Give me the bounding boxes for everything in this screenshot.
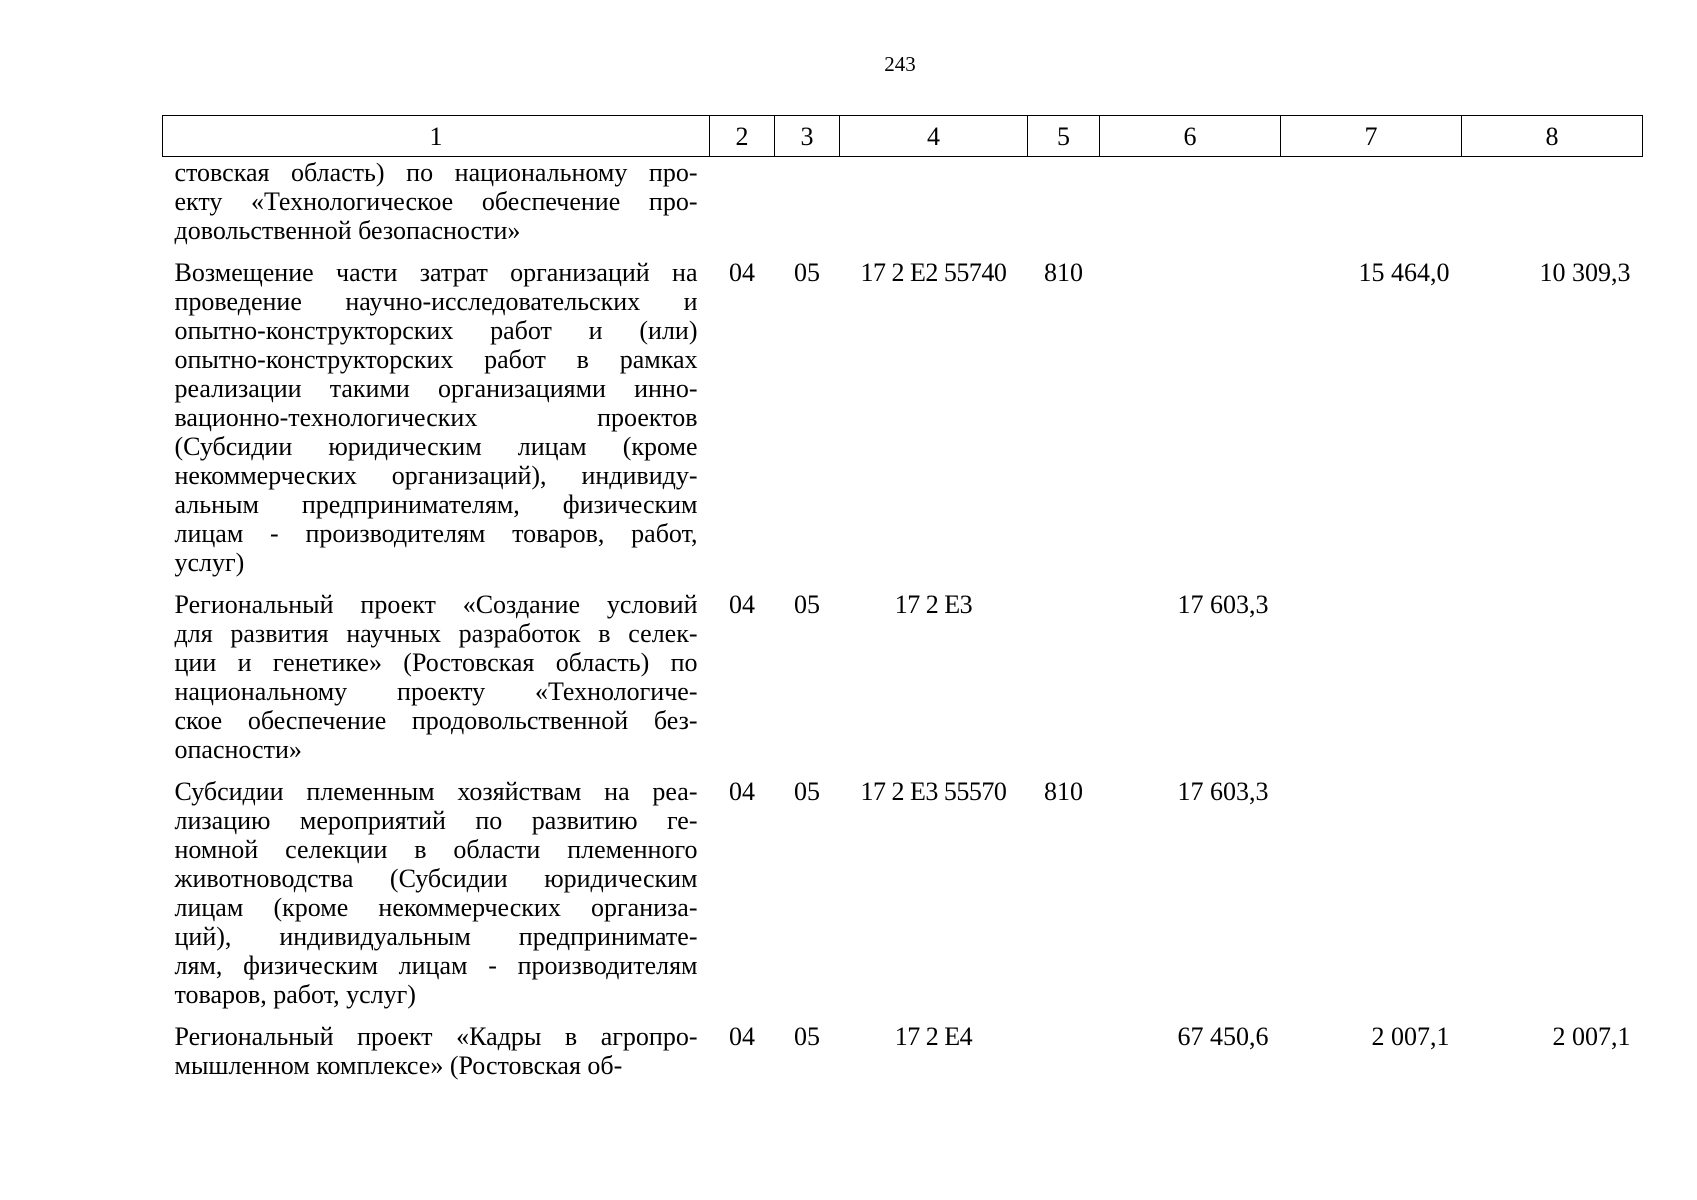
page-number: 243 [884, 52, 916, 76]
row-value-col8 [1462, 764, 1643, 1009]
row-section-code: 04 [729, 1022, 755, 1051]
row-value-col7 [1281, 577, 1462, 764]
row-value-col6 [1100, 157, 1281, 246]
row-subsection-code [775, 157, 840, 246]
row-name-line: довольственной безопасности» [174, 216, 521, 245]
row-name [163, 157, 710, 246]
row-value-col8: 10 309,3 [1539, 258, 1631, 287]
row-name-line: ций), индивидуальным предпринимате- [174, 922, 698, 951]
row-name-line: для развития научных разработок в селек- [174, 619, 698, 648]
col-header-1: 1 [163, 116, 710, 157]
row-name-line: Субсидии племенным хозяйствам на реа- [174, 777, 698, 806]
row-value-col7: 15 464,0 [1358, 258, 1450, 287]
row-name-line: стовская область) по национальному про- [174, 158, 698, 187]
row-name-line: реализации такими организациями инно- [174, 374, 698, 403]
row-name-line: Региональный проект «Кадры в агропро- [174, 1022, 698, 1051]
col-header-3: 3 [775, 116, 840, 157]
row-name [163, 1009, 710, 1080]
row-name-line: лицам (кроме некоммерческих организа- [174, 893, 698, 922]
col-header-8: 8 [1462, 116, 1643, 157]
row-expense-type: 810 [1044, 258, 1083, 287]
row-name-line: номной селекции в области племенного [174, 835, 698, 864]
row-name-line: опытно-конструкторских работ и (или) [174, 316, 698, 345]
row-section-code: 04 [729, 258, 755, 287]
row-name-line: животноводства (Субсидии юридическим [174, 864, 698, 893]
row-name-line: екту «Технологическое обеспечение про- [174, 187, 698, 216]
budget-table [162, 115, 1643, 1080]
row-subsection-code: 05 [794, 1022, 820, 1051]
row-name-line: мышленном комплексе» (Ростовская об- [174, 1051, 623, 1080]
row-name-line: Возмещение части затрат организаций на [174, 258, 698, 287]
row-expense-type [1028, 577, 1100, 764]
row-expense-type [1028, 1009, 1100, 1080]
row-name-line: лям, физическим лицам - производителям [174, 951, 698, 980]
row-value-col7 [1281, 764, 1462, 1009]
row-name-line: ское обеспечение продовольственной без- [174, 706, 698, 735]
row-target-article: 17 2 E3 [894, 590, 973, 619]
header-row [163, 116, 1643, 157]
row-target-article: 17 2 E2 55740 [860, 258, 1007, 287]
row-value-col8 [1462, 157, 1643, 246]
table-row [163, 577, 1643, 764]
row-name-line: опасности» [174, 735, 302, 764]
row-section-code: 04 [729, 590, 755, 619]
row-name-line: проведение научно-исследовательских и [174, 287, 698, 316]
row-name-line: некоммерческих организаций), индивиду- [174, 461, 698, 490]
row-value-col6: 17 603,3 [1177, 590, 1269, 619]
row-name-line: (Субсидии юридическим лицам (кроме [174, 432, 698, 461]
row-name-line: лицам - производителям товаров, работ, [174, 519, 698, 548]
row-value-col8 [1462, 577, 1643, 764]
row-name-line: товаров, работ, услуг) [174, 980, 416, 1009]
row-value-col7: 2 007,1 [1371, 1022, 1450, 1051]
col-header-4: 4 [840, 116, 1028, 157]
row-subsection-code: 05 [794, 258, 820, 287]
row-name-line: Региональный проект «Создание условий [174, 590, 698, 619]
row-target-article: 17 2 E3 55570 [860, 777, 1007, 806]
row-name-line: лизацию мероприятий по развитию ге- [174, 806, 698, 835]
row-section-code [710, 157, 775, 246]
row-name-line: альным предпринимателям, физическим [174, 490, 698, 519]
row-value-col6 [1100, 245, 1281, 577]
row-name-line: услуг) [174, 548, 245, 577]
row-name [163, 764, 710, 1009]
row-subsection-code: 05 [794, 777, 820, 806]
col-header-7: 7 [1281, 116, 1462, 157]
row-expense-type: 810 [1044, 777, 1083, 806]
row-name-line: ции и генетике» (Ростовская область) по [174, 648, 698, 677]
row-name-line: национальному проекту «Технологиче- [174, 677, 698, 706]
row-section-code: 04 [729, 777, 755, 806]
row-name-line: опытно-конструкторских работ в рамках [174, 345, 698, 374]
row-name [163, 577, 710, 764]
row-value-col6: 67 450,6 [1177, 1022, 1269, 1051]
row-value-col6: 17 603,3 [1177, 777, 1269, 806]
row-name [163, 245, 710, 577]
table-row [163, 1009, 1643, 1080]
row-value-col8: 2 007,1 [1552, 1022, 1631, 1051]
row-subsection-code: 05 [794, 590, 820, 619]
row-target-article: 17 2 E4 [894, 1022, 973, 1051]
col-header-6: 6 [1100, 116, 1281, 157]
row-value-col7 [1281, 157, 1462, 246]
row-target-article [840, 157, 1028, 246]
table-row [163, 245, 1643, 577]
col-header-2: 2 [710, 116, 775, 157]
row-expense-type [1028, 157, 1100, 246]
col-header-5: 5 [1028, 116, 1100, 157]
table-row [163, 764, 1643, 1009]
row-name-line: вационно-технологических проектов [174, 403, 698, 432]
table-row [163, 157, 1643, 246]
